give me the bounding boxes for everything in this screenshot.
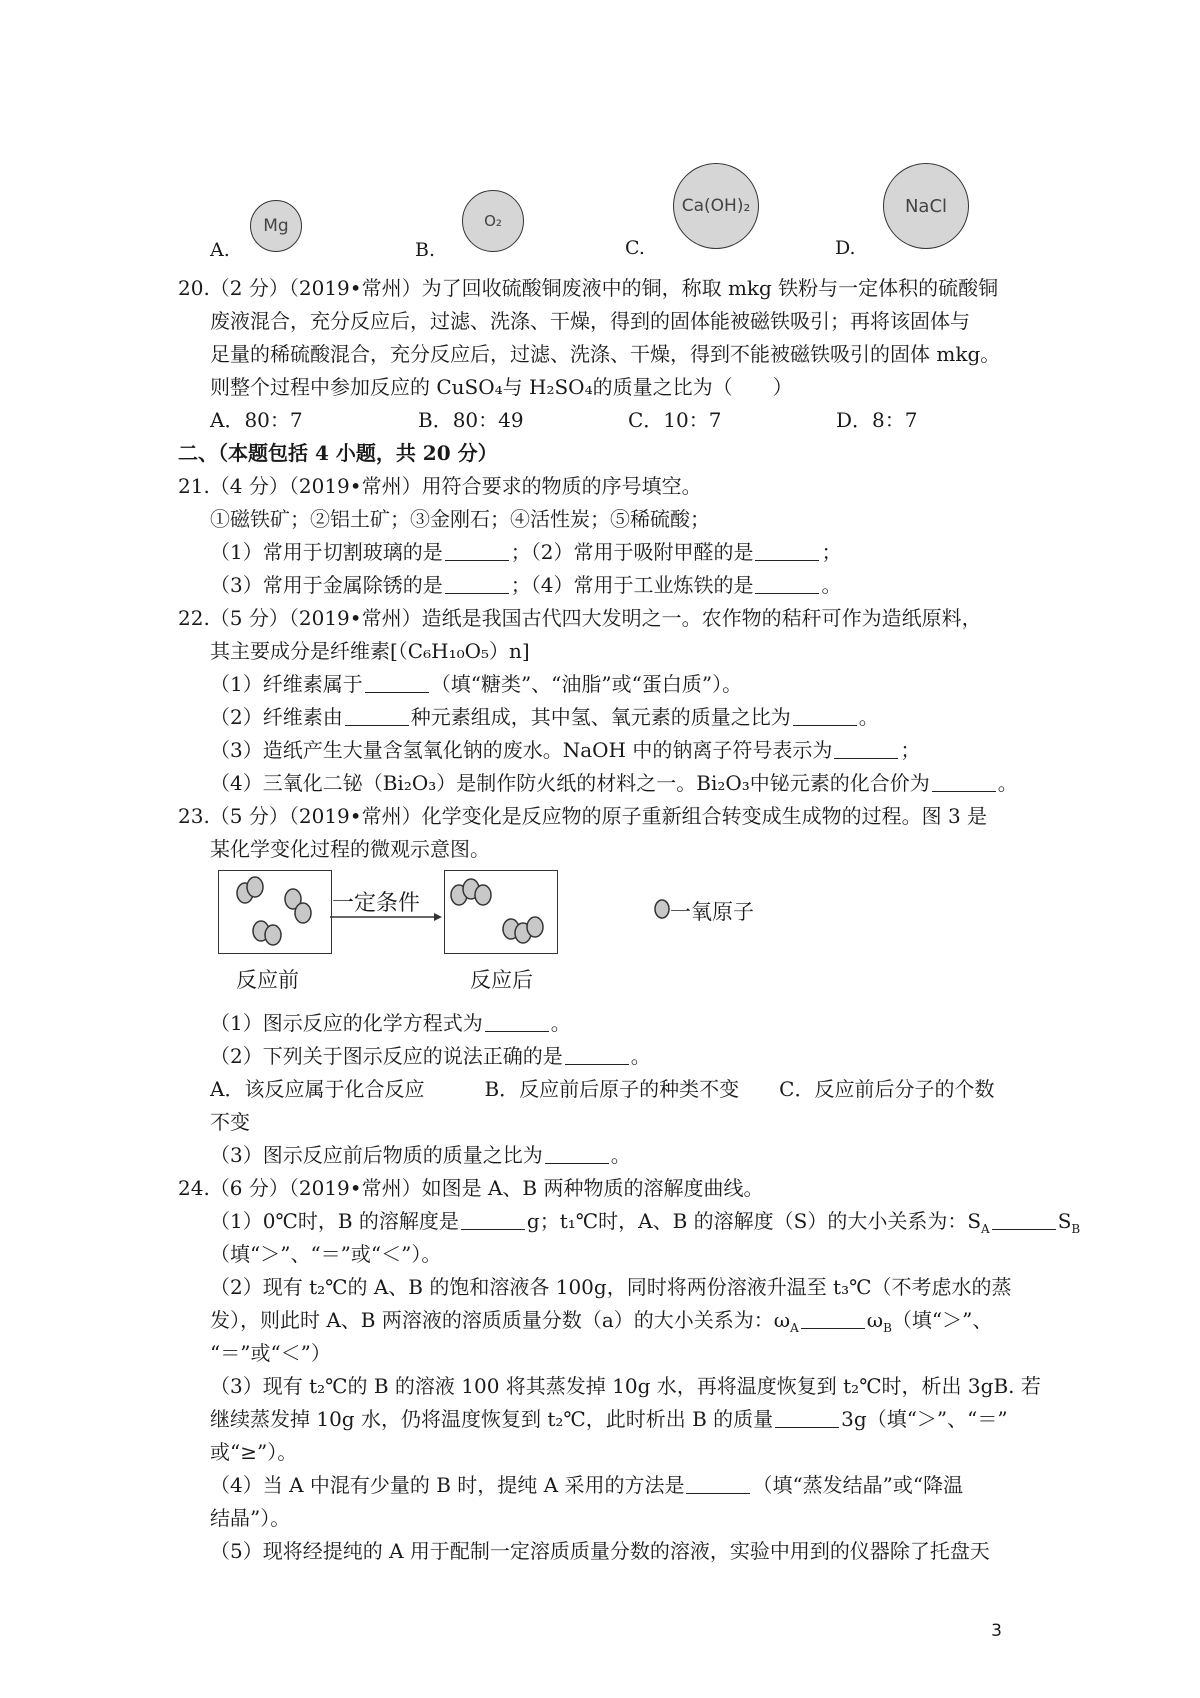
answer-blank[interactable]	[834, 738, 898, 759]
answer-blank[interactable]	[365, 672, 429, 693]
q22-part2	[210, 701, 879, 733]
q24-stem: 24.（6 分）（2019•常州）如图是 A、B 两种物质的溶解度曲线。	[178, 1176, 764, 1200]
subscript-a: A	[790, 1321, 799, 1335]
q22-line2: 其主要成分是纤维素[（C₆H₁₀O₅）n]	[210, 639, 530, 663]
q23-p3a: （3）图示反应前后物质的质量之比为	[210, 1143, 543, 1167]
q23-options-cont: 不变	[210, 1110, 250, 1134]
arrow-label: 一定条件	[332, 891, 421, 916]
q21-p1b: ；（2）常用于吸附甲醛的是	[510, 540, 754, 564]
option-letter: A.	[210, 239, 230, 261]
q22-p2b: 种元素组成，其中氢、氧元素的质量之比为	[410, 705, 791, 729]
legend-label: 一氧原子	[670, 900, 754, 924]
mg-circle: Mg	[250, 200, 302, 252]
o2-circle: O₂	[462, 190, 524, 252]
q24-p3b: 继续蒸发掉 10g 水，仍将温度恢复到 t₂℃，此时析出 B 的质量	[210, 1407, 774, 1431]
q24-p3c: 3g（填“＞”、“＝”	[841, 1407, 1008, 1431]
q20-line4: 则整个过程中参加反应的 CuSO₄与 H₂SO₄的质量之比为（ ）	[210, 375, 793, 399]
q24-p2e: “＝”或“＜”）	[210, 1341, 331, 1365]
after-molecules	[445, 871, 557, 953]
q20-option-b: B．80：49	[418, 408, 524, 432]
answer-blank[interactable]	[565, 1044, 629, 1065]
q22-p4a: （4）三氧化二铋（Bi₂O₃）是制作防火纸的材料之一。Bi₂O₃中铋元素的化合价为	[210, 771, 930, 795]
answer-blank[interactable]	[755, 540, 819, 561]
q24-p1a: （1）0℃时，B 的溶解度是	[210, 1209, 459, 1233]
q22-part1	[210, 668, 742, 700]
q22-p2a: （2）纤维素由	[210, 705, 343, 729]
q24-p2d: （填“＞”、	[891, 1308, 993, 1332]
after-label: 反应后	[470, 968, 533, 992]
q21-line2	[210, 569, 841, 601]
q22-p3b: ；	[900, 738, 921, 762]
after-box	[444, 870, 558, 954]
answer-blank[interactable]	[793, 705, 857, 726]
page-number: 3	[991, 1621, 1002, 1641]
q23-part3	[210, 1139, 631, 1171]
q21-p2b: ；（4）常用于工业炼铁的是	[510, 573, 754, 597]
caoh2-circle: Ca(OH)₂	[673, 163, 759, 249]
answer-blank[interactable]	[932, 771, 996, 792]
q21-line1	[210, 536, 841, 568]
q22-p1b: （填“糖类”、“油脂”或“蛋白质”）。	[430, 672, 743, 696]
section-title: 二、（本题包括 4 小题，共 20 分）	[178, 441, 498, 465]
answer-blank[interactable]	[755, 573, 819, 594]
q23-p3b: 。	[610, 1143, 631, 1167]
q20-line2: 废液混合，充分反应后，过滤、洗涤、干燥，得到的固体能被磁铁吸引；再将该固体与	[210, 309, 970, 333]
answer-blank[interactable]	[545, 1143, 609, 1164]
answer-blank[interactable]	[801, 1308, 865, 1329]
answer-blank[interactable]	[485, 1011, 549, 1032]
q24-part4	[210, 1469, 963, 1501]
q19-options	[210, 175, 990, 265]
answer-blank[interactable]	[775, 1407, 839, 1428]
q24-p3d: 或“≥”）。	[210, 1440, 298, 1464]
subscript-a: A	[981, 1222, 990, 1236]
oxygen-atom-icon	[652, 898, 672, 920]
option-letter: B.	[415, 239, 436, 261]
q24-p1d: （填“＞”、“＝”或“＜”）。	[210, 1242, 442, 1266]
q24-p4b: （填“蒸发结晶”或“降温	[752, 1473, 964, 1497]
q20-option-c: C．10：7	[628, 408, 722, 432]
q24-p1b: g；t₁℃时，A、B 的溶解度（S）的大小关系为：S	[526, 1209, 982, 1233]
subscript-b: B	[883, 1321, 892, 1335]
q24-p2a: （2）现有 t₂℃的 A、B 的饱和溶液各 100g，同时将两份溶液升温至 t₃℃（不考虑水的蒸	[210, 1275, 1012, 1299]
q20-line1: 20.（2 分）（2019•常州）为了回收硫酸铜废液中的铜，称取 mkg 铁粉与一定体积的硫酸铜	[178, 276, 999, 300]
q24-p2c: ω	[866, 1308, 884, 1332]
answer-blank[interactable]	[445, 573, 509, 594]
q23-line2: 某化学变化过程的微观示意图。	[210, 837, 490, 861]
answer-blank[interactable]	[992, 1209, 1056, 1230]
q23-p1b: 。	[550, 1011, 571, 1035]
q22-line1: 22.（5 分）（2019•常州）造纸是我国古代四大发明之一。农作物的秸秆可作为造纸原料，	[178, 606, 982, 630]
q23-p2a: （2）下列关于图示反应的说法正确的是	[210, 1044, 563, 1068]
q21-period: 。	[821, 573, 842, 597]
option-letter: D.	[835, 237, 856, 259]
option-d	[835, 163, 1015, 263]
option-a	[210, 175, 330, 265]
q24-p4c: 结晶”）。	[210, 1506, 291, 1530]
q21-stem: 21.（4 分）（2019•常州）用符合要求的物质的序号填空。	[178, 474, 702, 498]
answer-blank[interactable]	[345, 705, 409, 726]
q22-part4	[210, 767, 1018, 799]
q21-p1a: （1）常用于切割玻璃的是	[210, 540, 443, 564]
before-label: 反应前	[236, 968, 299, 992]
q24-p2b: 发），则此时 A、B 两溶液的溶质质量分数（a）的大小关系为：ω	[210, 1308, 791, 1332]
answer-blank[interactable]	[445, 540, 509, 561]
q21-p2a: （3）常用于金属除锈的是	[210, 573, 443, 597]
answer-blank[interactable]	[686, 1473, 750, 1494]
q24-part3	[210, 1403, 1008, 1435]
q23-part2	[210, 1040, 651, 1072]
q22-p2c: 。	[858, 705, 879, 729]
q23-part1	[210, 1007, 571, 1039]
arrow-icon	[330, 910, 442, 924]
q23-line1: 23.（5 分）（2019•常州）化学变化是反应物的原子重新组合转变成生成物的过程。图 3 是	[178, 804, 988, 828]
option-letter: C.	[625, 237, 645, 259]
q22-part3	[210, 734, 920, 766]
q20-option-d: D．8：7	[836, 408, 918, 432]
subscript-b: B	[1071, 1222, 1081, 1236]
q23-p1a: （1）图示反应的化学方程式为	[210, 1011, 483, 1035]
q23-options: A．该反应属于化合反应 B．反应前后原子的种类不变 C．反应前后分子的个数	[210, 1077, 995, 1101]
q22-p4b: 。	[997, 771, 1018, 795]
option-c	[625, 163, 805, 263]
q21-semicolon: ；	[821, 540, 842, 564]
q20-option-a: A．80：7	[210, 408, 303, 432]
reaction-diagram	[212, 870, 852, 1010]
q22-p3a: （3）造纸产生大量含氢氧化钠的废水。NaOH 中的钠离子符号表示为	[210, 738, 833, 762]
answer-blank[interactable]	[461, 1209, 525, 1230]
q24-p3a: （3）现有 t₂℃的 B 的溶液 100 将其蒸发掉 10g 水，再将温度恢复到 t₂℃时，析出 3gB. 若	[210, 1374, 1041, 1398]
option-b	[415, 175, 545, 265]
nacl-circle: NaCl	[883, 163, 969, 249]
q21-items: ①磁铁矿；②铝土矿；③金刚石；④活性炭；⑤稀硫酸；	[210, 507, 710, 531]
q24-p1c: S	[1057, 1209, 1072, 1233]
before-box	[218, 870, 332, 954]
q23-p2b: 。	[630, 1044, 651, 1068]
q24-p4a: （4）当 A 中混有少量的 B 时，提纯 A 采用的方法是	[210, 1473, 685, 1497]
q20-line3: 足量的稀硫酸混合，充分反应后，过滤、洗涤、干燥，得到不能被磁铁吸引的固体 mkg。	[210, 342, 1001, 366]
q24-p5: （5）现将经提纯的 A 用于配制一定溶质质量分数的溶液，实验中用到的仪器除了托盘天	[210, 1539, 990, 1563]
q22-p1a: （1）纤维素属于	[210, 672, 363, 696]
before-molecules	[219, 871, 331, 953]
